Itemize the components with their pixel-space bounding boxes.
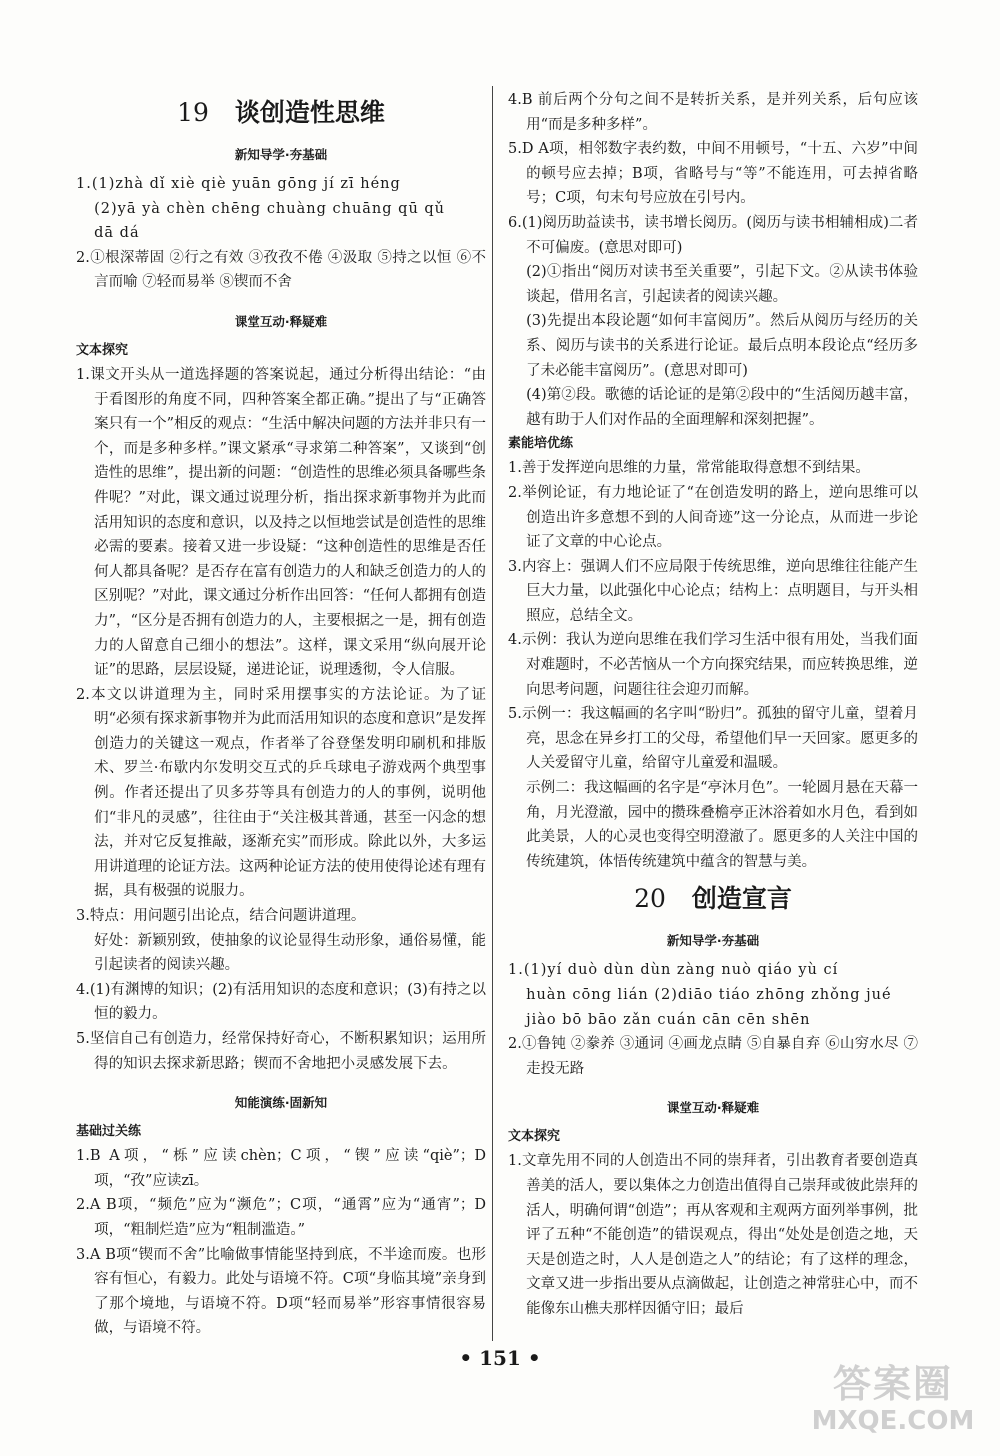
- lesson-title-text: 创造宣言: [691, 884, 792, 914]
- answer-item: 4.示例：我认为逆向思维在我们学习生活中很有用处，当我们面对难题时，不必苦恼从一个方向探究结果，而应转换思维，逆向思考问题，问题往往会迎刃而解。: [508, 632, 918, 698]
- lesson-number: 20: [634, 884, 666, 914]
- subsection-title: 素能培优练: [508, 436, 574, 452]
- answer-item: 3.特点：用问题引出论点，结合问题讲道理。: [76, 908, 366, 925]
- pinyin-line: 1.(1)zhà dǐ xiè qiè yuān gōng jí zī héng: [76, 176, 401, 192]
- subsection-title: 文本探究: [76, 342, 129, 358]
- site-watermark: [808, 1362, 978, 1442]
- section-title: 新知导学·夯基础: [666, 933, 760, 949]
- answer-item: 1.文章先用不同的人创造出不同的崇拜者，引出教育者要创造真善美的活人，要以集体之力创造出值得自己崇拜或彼此崇拜的活人，明确何谓“创造”；再从客观和主观两方面列举事例，批评了五种“不能创造”的错误观点，得出“处处是创造之地，天天是创造之时，人人是创造之人”的结论；有了这样的理念，文章又进一步指出要从点滴做起，让创造之神常驻心中，而不能像东山樵夫那样因循守旧；最后: [508, 1153, 918, 1317]
- lesson-number: 19: [177, 98, 209, 127]
- answer-item: 2.A B项，“频危”应为“濒危”；C项，“通霄”应为“通宵”；D项，“粗制烂造”应为“粗制滥造。”: [76, 1197, 486, 1238]
- pinyin-line: 1.(1)yí duò dùn dùn zàng nuò qiáo yù cí: [508, 962, 839, 979]
- section-title: 知能演练·固新知: [234, 1095, 328, 1111]
- answer-item-continuation: (3)先提出本段论题“如何丰富阅历”。然后从阅历与经历的关系、阅历与读书的关系进行论证。最后点明本段论点“经历多了未必能丰富阅历”。(意思对即可): [526, 313, 918, 379]
- subsection-title: 文本探究: [508, 1129, 561, 1145]
- answer-item: 3.A B项“锲而不舍”比喻做事情能坚持到底，不半途而废。也形容有恒心，有毅力。此处与语境不符。C项“身临其境”亲身到了那个境地，与语境不符。D项“轻而易举”形容事情很容易做，与语境不符。: [76, 1246, 486, 1337]
- answer-item: 2.①根深蒂固 ②行之有效 ③孜孜不倦 ④汲取 ⑤持之以恒 ⑥不言而喻 ⑦轻而易举 ⑧锲而不舍: [76, 249, 486, 291]
- answer-item: 5.示例一：我这幅画的名字叫“盼归”。孤独的留守儿童，望着月亮，思念在异乡打工的父母，希望他们早一天回家。愿更多的人关爱留守儿童，给留守儿童爱和温暖。: [508, 706, 918, 772]
- watermark-logo-text: 答案圈: [832, 1362, 953, 1406]
- lesson-title-text: 谈创造性思维: [234, 98, 385, 127]
- left-column: [76, 88, 486, 1341]
- answer-item: 1.善于发挥逆向思维的力量，常常能取得意想不到结果。: [508, 460, 870, 477]
- answer-item: 6.(1)阅历助益读书，读书增长阅历。(阅历与读书相辅相成)二者不可偏废。(意思对即可): [508, 214, 918, 256]
- pinyin-line: dā dá: [94, 225, 140, 242]
- right-column: [508, 88, 918, 1322]
- subsection-title: 基础过关练: [76, 1124, 142, 1140]
- answer-item: 2.举例论证，有力地论证了“在创造发明的路上，逆向思维可以创造出许多意想不到的人间奇迹”这一分论点，从而进一步论证了文章的中心论点。: [508, 484, 918, 551]
- lesson-20-title: [508, 874, 918, 924]
- answer-item: 2.①鲁钝 ②豢养 ③通词 ④画龙点睛 ⑤自暴自弃 ⑥山穷水尽 ⑦走投无路: [508, 1036, 918, 1077]
- answer-item: 1.B A项，“栎”应读chèn；C项，“锲”应读“qiè”；D项，“孜”应读zī。: [76, 1148, 486, 1189]
- answer-item: 5.坚信自己有创造力，经常保持好奇心，不断积累知识；运用所得的知识去探求新思路；锲而不舍地把小灵感发展下去。: [76, 1031, 486, 1072]
- watermark-url: MXQE.COM: [811, 1406, 975, 1436]
- answer-item: 5.D A项，相邻数字表约数，中间不用顿号，“十五、六岁”中间的顿号应去掉；B项，省略号与“等”不能连用，可去掉省略号；C项，句末句号应放在引号内。: [508, 141, 918, 207]
- section-title: 新知导学·夯基础: [234, 147, 328, 162]
- answer-item-continuation: (2)①指出“阅历对读书至关重要”，引起下文。②从读书体验谈起，借用名言，引起读者的阅读兴趣。: [526, 264, 918, 305]
- answer-item: 2.本文以讲道理为主，同时采用摆事实的方法论证。为了证明“必须有探求新事物并为此而活用知识的态度和意识”是发挥创造力的关键这一观点，作者举了谷登堡发明印刷机和排版术、罗兰·布歇内尔发明交互式的乒乓球电子游戏两个典型事例。作者还提出了贝多芬等具有创造力的人的事例，说明他们“非凡的灵感”，往往由于“关注极其普通，甚至一闪念的想法，并对它反复推敲，逐渐充实”而形成。除此以外，大多运用讲道理的论证方法。这两种论证方法的使用使得论述有理有据，具有极强的说服力。: [76, 686, 486, 900]
- answer-item-continuation: 示例二：我这幅画的名字是“亭沐月色”。一轮圆月悬在天幕一角，月光澄澈，园中的攒珠叠檐亭正沐浴着如水月色，看到如此美景，人的心灵也变得空明澄澈了。愿更多的人关注中国的传统建筑，体悟传统建筑中蕴含的智慧与美。: [526, 780, 918, 870]
- pinyin-line: jiào bō bāo zǎn cuán cān cēn shēn: [526, 1011, 811, 1028]
- lesson-19-title: [76, 88, 486, 138]
- column-divider: [492, 86, 493, 1341]
- pinyin-line: huàn cōng lián (2)diāo tiáo zhōng zhǒng jué: [526, 987, 892, 1003]
- answer-item-continuation: 好处：新颖别致，使抽象的议论显得生动形象，通俗易懂，能引起读者的阅读兴趣。: [94, 932, 486, 974]
- answer-item: 3.内容上：强调人们不应局限于传统思维，逆向思维往往能产生巨大力量，以此强化中心论点；结构上：点明题目，与开头相照应，总结全文。: [508, 558, 918, 624]
- answer-item: 4.B 前后两个分句之间不是转折关系，是并列关系，后句应该用“而是多种多样”。: [508, 92, 918, 133]
- answer-item-continuation: (4)第②段。歌德的话论证的是第②段中的“生活阅历越丰富，越有助于人们对作品的全面理解和深刻把握”。: [526, 387, 918, 428]
- section-title: 课堂互动·释疑难: [666, 1100, 760, 1116]
- answer-item: 4.(1)有渊博的知识；(2)有活用知识的态度和意识；(3)有持之以恒的毅力。: [76, 981, 486, 1023]
- section-title: 课堂互动·释疑难: [234, 313, 328, 329]
- pinyin-line: (2)yā yà chèn chēng chuàng chuāng qū qǔ: [94, 200, 446, 217]
- page-number: • 151 •: [459, 1346, 541, 1370]
- answer-item: 1.课文开头从一道选择题的答案说起，通过分析得出结论：“由于看图形的角度不同，四种答案全都正确。”提出了与“正确答案只有一个”相反的观点：“生活中解决问题的方法并非只有一个，而是多种多样。”课文紧承“寻求第二种答案”，又谈到“创造性的思维”，提出新的问题：“创造性的思维必须具备哪些条件呢？”对此，课文通过说理分析，指出探求新事物并为此而活用知识的态度和意识，以及持之以恒地尝试是创造性的思维必需的要素。接着又进一步设疑：“这种创造性的思维是否任何人都具备呢？是否存在富有创造力的人和缺乏创造力的人的区别呢？”对此，课文通过分析作出回答：“任何人都拥有创造力”，“区分是否拥有创造力的人，主要根据之一是，拥有创造力的人留意自己细小的想法”。这样，课文采用“纵向展开论证”的思路，层层设疑，递进论证，说理透彻，令人信服。: [76, 366, 486, 679]
